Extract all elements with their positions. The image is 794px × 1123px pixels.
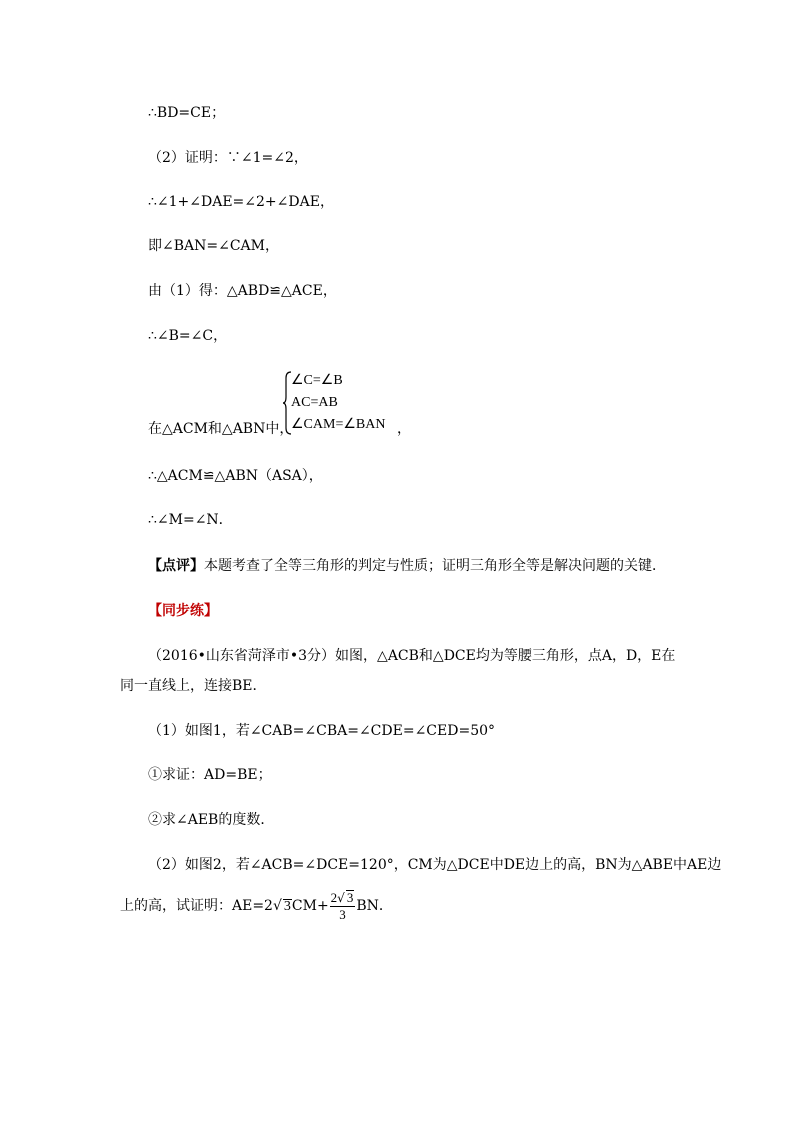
question-1a: ①求证：AD=BE； bbox=[148, 767, 272, 783]
numerator-sqrt: 3 bbox=[346, 890, 354, 905]
system-line-2: AC=AB bbox=[291, 395, 338, 410]
line-ban-cam: 即∠BAN=∠CAM， bbox=[148, 238, 279, 254]
fraction-denominator: 3 bbox=[339, 907, 346, 922]
comment-line bbox=[148, 556, 666, 576]
line-in-triangles: 在△ACM和△ABN中， bbox=[148, 421, 294, 437]
radical-icon: √ bbox=[337, 891, 345, 905]
line-angle-m-n: ∴∠M=∠N． bbox=[148, 512, 233, 528]
question-2-line-2 bbox=[120, 890, 393, 922]
q2-sqrt-value: 3 bbox=[283, 899, 291, 914]
section-title: 【同步练】 bbox=[148, 603, 218, 619]
equation-system bbox=[283, 370, 403, 436]
fraction-numerator bbox=[330, 890, 356, 907]
line-from-1: 由（1）得：△ABD≌△ACE， bbox=[148, 283, 337, 299]
line-angle-sum: ∴∠1+∠DAE=∠2+∠DAE， bbox=[148, 194, 334, 210]
system-comma: ， bbox=[397, 421, 411, 437]
q2-suffix: BN． bbox=[356, 898, 393, 914]
q2-prefix: 上的高，试证明：AE=2 bbox=[120, 898, 273, 914]
question-1b: ②求∠AEB的度数． bbox=[148, 812, 275, 828]
q2-mid: CM+ bbox=[291, 898, 329, 914]
radical-icon: √ bbox=[272, 898, 282, 914]
comment-text: 本题考查了全等三角形的判定与性质；证明三角形全等是解决问题的关键． bbox=[204, 558, 666, 574]
line-angle-b-c: ∴∠B=∠C， bbox=[148, 328, 228, 344]
system-line-1: ∠C=∠B bbox=[291, 373, 343, 388]
line-bd-ce: ∴BD=CE； bbox=[148, 105, 226, 121]
line-proof-2: （2）证明：∵∠1=∠2， bbox=[148, 150, 308, 166]
line-congruent-asa: ∴△ACM≌△ABN（ASA）， bbox=[148, 468, 323, 484]
comment-tag: 【点评】 bbox=[148, 558, 204, 574]
problem-line-1: （2016•山东省菏泽市•3分）如图，△ACB和△DCE均为等腰三角形，点A，D，E在 bbox=[148, 648, 676, 664]
q2-fraction bbox=[330, 890, 356, 922]
question-2-line-1: （2）如图2，若∠ACB=∠DCE=120°，CM为△DCE中DE边上的高，BN为△ABE中AE边 bbox=[148, 857, 722, 873]
numerator-coef: 2 bbox=[330, 890, 338, 905]
problem-line-2: 同一直线上，连接BE． bbox=[120, 678, 267, 694]
question-1: （1）如图1，若∠CAB=∠CBA=∠CDE=∠CED=50° bbox=[148, 723, 496, 739]
system-line-3: ∠CAM=∠BAN bbox=[291, 417, 386, 432]
